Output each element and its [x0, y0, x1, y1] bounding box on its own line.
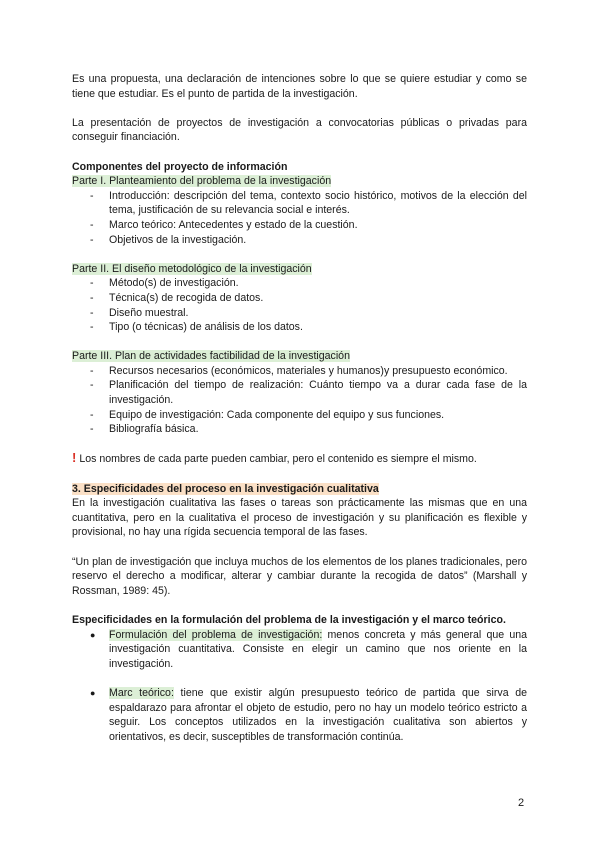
- part-1-title: Parte I. Planteamiento del problema de la investigación: [72, 175, 332, 188]
- bullet-list: [72, 628, 527, 672]
- components-heading: Componentes del proyecto de información: [72, 160, 288, 173]
- list-item: - Método(s) de investigación.: [90, 277, 239, 290]
- list-item: - Marco teórico: Antecedentes y estado de la cuestión.: [90, 218, 358, 231]
- intro-paragraph-2: La presentación de proyectos de investigación a convocatorias públicas o privadas para conseguir financiación.: [72, 116, 527, 144]
- list-item: - Técnica(s) de recogida de datos.: [90, 291, 264, 304]
- list-item: - Recursos necesarios (económicos, materiales y humanos)y presupuesto económico.: [90, 364, 508, 377]
- part-1-list: [72, 189, 527, 247]
- intro-paragraph-1: Es una propuesta, una declaración de intenciones sobre lo que se quiere estudiar y como se tiene que estudiar. Es el punto de partida de la investigación.: [72, 73, 527, 100]
- list-item: - Diseño muestral.: [90, 306, 189, 319]
- list-item: - Objetivos de la investigación.: [90, 233, 247, 246]
- list-item: ● Marc teórico: tiene que existir algún presupuesto teórico de partida que sirva de espaldarazo para afrontar el objeto de estudio, pero no hay un modelo teórico estricto a seguir. Los conceptos utilizados en la investigación cualitativa son abiertos y orientativos, es decir, susceptibles de transformación continúa.: [90, 686, 527, 743]
- list-item: - Equipo de investigación: Cada componente del equipo y sus funciones.: [90, 408, 445, 421]
- document-page: [72, 72, 527, 744]
- part-2-list: [72, 276, 527, 334]
- bullet-icon: ●: [90, 629, 96, 640]
- bullet-list: [72, 686, 527, 744]
- list-item: - Planificación del tiempo de realización: Cuánto tiempo va a durar cada fase de la investigación.: [90, 379, 527, 407]
- list-item: - Bibliografía básica.: [90, 423, 199, 436]
- section-3-heading: 3. Especificidades del proceso en la investigación cualitativa: [72, 482, 379, 495]
- list-item: - Introducción: descripción del tema, contexto socio histórico, motivos de la elección del tema, justificación de su relevancia social e interés.: [90, 189, 527, 217]
- list-item: ● Formulación del problema de investigación: menos concreta y más general que una investigación cuantitativa. Consiste en elegir un camino que nos oriente en la investigación.: [90, 628, 527, 670]
- part-2-title: Parte II. El diseño metodológico de la investigación: [72, 262, 312, 275]
- subheading: Especificidades en la formulación del problema de la investigación y el marco teórico.: [72, 613, 506, 626]
- exclamation-icon: !: [72, 450, 77, 466]
- bullet-icon: ●: [90, 687, 96, 698]
- note: ! Los nombres de cada parte pueden cambiar, pero el contenido es siempre el mismo.: [72, 450, 477, 466]
- part-3-list: [72, 364, 527, 437]
- list-item: - Tipo (o técnicas) de análisis de los datos.: [90, 321, 303, 334]
- page-number: 2: [518, 797, 525, 809]
- section-3-paragraph: En la investigación cualitativa las fases o tareas son prácticamente las mismas que en una cuantitativa, pero en la cualitativa el proceso de investigación y su planificación es flexible y provisional, no hay una rígida secuencia temporal de las fases.: [72, 497, 527, 539]
- part-3-title: Parte III. Plan de actividades factibilidad de la investigación: [72, 350, 350, 363]
- quote: “Un plan de investigación que incluya muchos de los elementos de los planes tradicionales, pero reservo el derecho a modificar, alterar y cambiar durante la recogida de datos” (Marshall y Rossman, 1989: 45).: [72, 555, 527, 597]
